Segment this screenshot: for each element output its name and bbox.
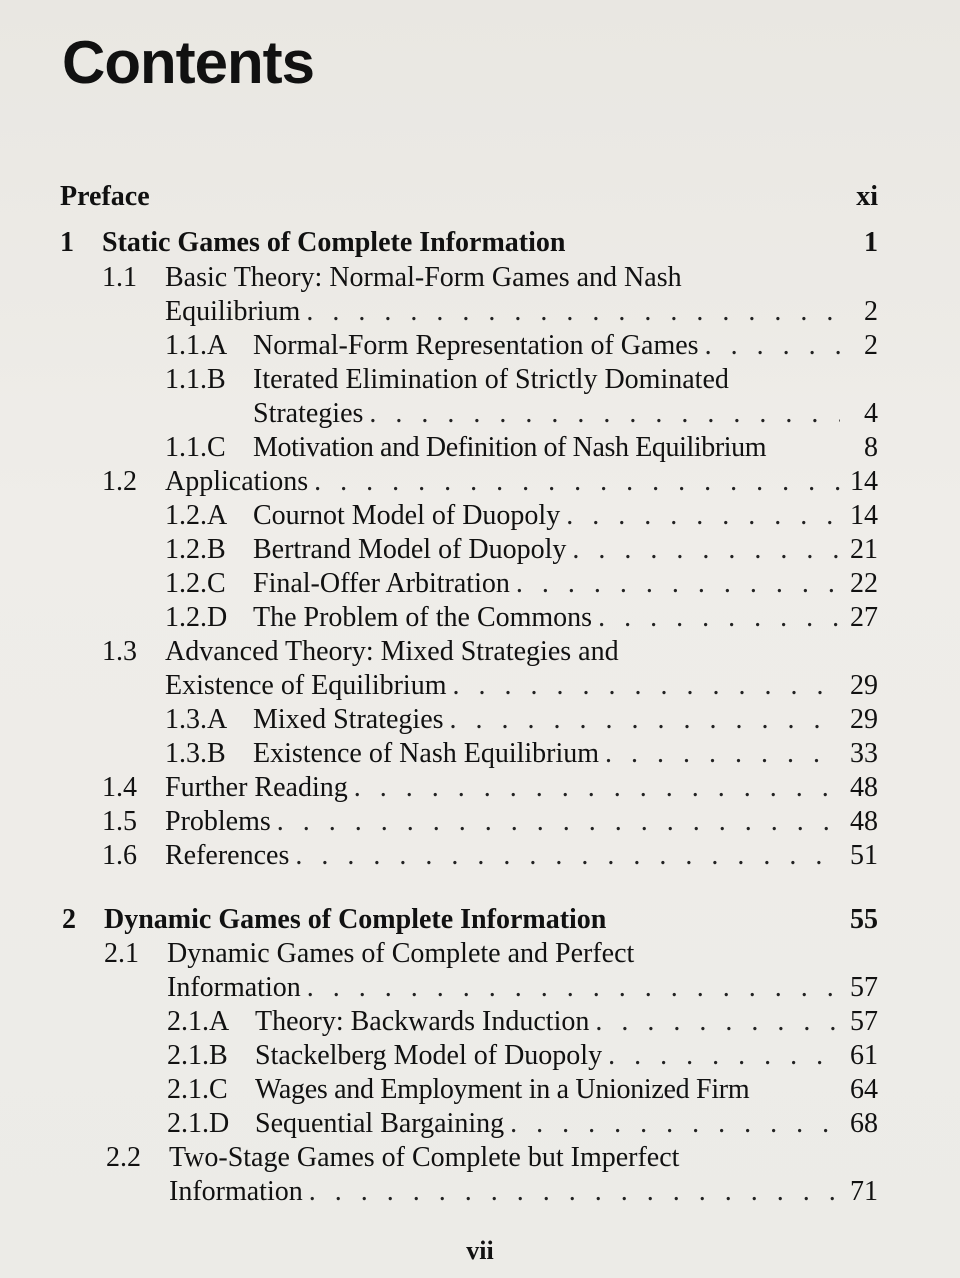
toc-2-1-a bbox=[167, 1005, 878, 1039]
toc-2-1-a-title: Theory: Backwards Induction bbox=[255, 1006, 590, 1037]
toc-leader-dots bbox=[453, 669, 841, 703]
toc-leader-dots bbox=[354, 771, 840, 805]
toc-chapter-2-number: 2 bbox=[62, 904, 76, 935]
toc-1-1-c-title: Motivation and Definition of Nash Equilibrium bbox=[253, 432, 767, 463]
toc-leader-dots bbox=[510, 1107, 840, 1141]
toc-leader-dots bbox=[705, 329, 840, 363]
toc-2-2-title-line2: Information bbox=[169, 1176, 303, 1207]
toc-leader-dots bbox=[309, 1175, 840, 1209]
toc-1-2-d-page: 27 bbox=[850, 602, 878, 633]
page-title: Contents bbox=[62, 29, 314, 96]
toc-1-1-a-number: 1.1.A bbox=[165, 330, 228, 361]
toc-2-2-number: 2.2 bbox=[106, 1142, 141, 1173]
toc-1-2-c bbox=[165, 567, 878, 601]
toc-1-2-c-number: 1.2.C bbox=[165, 568, 226, 599]
toc-2-2-page: 71 bbox=[850, 1176, 878, 1207]
toc-1-1-c bbox=[165, 431, 878, 465]
toc-2-2 bbox=[169, 1175, 878, 1209]
toc-1-2 bbox=[102, 465, 878, 499]
toc-1-1-b-title-line2: Strategies bbox=[253, 398, 364, 429]
toc-1-2-title: Applications bbox=[165, 466, 309, 497]
toc-preface-page: xi bbox=[856, 181, 878, 212]
toc-preface-label: Preface bbox=[60, 181, 150, 212]
toc-2-1-page: 57 bbox=[850, 972, 878, 1003]
toc-2-1-c-title: Wages and Employment in a Unionized Firm bbox=[255, 1074, 750, 1105]
toc-2-1-title-line1: Dynamic Games of Complete and Perfect bbox=[167, 938, 635, 969]
toc-2-1-c-page: 64 bbox=[850, 1074, 878, 1105]
toc-2-1-c bbox=[167, 1073, 878, 1107]
toc-1-2-b-page: 21 bbox=[850, 534, 878, 565]
toc-chapter-1 bbox=[60, 226, 878, 260]
toc-1-5-title: Problems bbox=[165, 806, 271, 837]
toc-leader-dots bbox=[605, 737, 840, 771]
toc-1-3-a bbox=[165, 703, 878, 737]
toc-1-3-b-page: 33 bbox=[850, 738, 878, 769]
toc-1-1-a-title: Normal-Form Representation of Games bbox=[253, 330, 699, 361]
toc-1-4-page: 48 bbox=[850, 772, 878, 803]
toc-1-1-c-number: 1.1.C bbox=[165, 432, 226, 463]
toc-preface bbox=[60, 180, 878, 214]
toc-2-1 bbox=[167, 971, 878, 1005]
toc-1-1-a bbox=[165, 329, 878, 363]
toc-1-1-b-title-line1: Iterated Elimination of Strictly Dominated bbox=[253, 364, 729, 395]
toc-1-2-b-number: 1.2.B bbox=[165, 534, 226, 565]
toc-1-2-c-page: 22 bbox=[850, 568, 878, 599]
toc-leader-dots bbox=[608, 1039, 840, 1073]
toc-1-5 bbox=[102, 805, 878, 839]
toc-2-1-b-number: 2.1.B bbox=[167, 1040, 228, 1071]
toc-leader-dots bbox=[314, 465, 840, 499]
toc-1-1-b-number: 1.1.B bbox=[165, 364, 226, 395]
toc-leader-dots bbox=[369, 397, 840, 431]
toc-1-2-number: 1.2 bbox=[102, 466, 137, 497]
toc-chapter-1-title: Static Games of Complete Information bbox=[102, 227, 566, 258]
toc-1-2-a-title: Cournot Model of Duopoly bbox=[253, 500, 561, 531]
toc-1-1-b bbox=[253, 397, 878, 431]
toc-chapter-2-title: Dynamic Games of Complete Information bbox=[104, 904, 607, 935]
toc-1-6-page: 51 bbox=[850, 840, 878, 871]
toc-2-1-d-title: Sequential Bargaining bbox=[255, 1108, 505, 1139]
toc-1-2-c-title: Final-Offer Arbitration bbox=[253, 568, 510, 599]
toc-1-3-b bbox=[165, 737, 878, 771]
toc-chapter-2-page: 55 bbox=[850, 904, 878, 935]
toc-1-1-number: 1.1 bbox=[102, 262, 137, 293]
toc-1-2-d bbox=[165, 601, 878, 635]
toc-1-1-b-line1 bbox=[165, 363, 729, 397]
toc-leader-dots bbox=[307, 971, 840, 1005]
toc-leader-dots bbox=[306, 295, 840, 329]
toc-2-2-line1 bbox=[106, 1141, 679, 1175]
toc-2-1-a-number: 2.1.A bbox=[167, 1006, 230, 1037]
toc-2-1-line1 bbox=[104, 937, 634, 971]
toc-1-2-a-page: 14 bbox=[850, 500, 878, 531]
toc-1-3-title-line2: Existence of Equilibrium bbox=[165, 670, 447, 701]
toc-1-4 bbox=[102, 771, 878, 805]
toc-1-1-title-line2: Equilibrium bbox=[165, 296, 301, 327]
toc-1-2-b bbox=[165, 533, 878, 567]
toc-1-3-b-number: 1.3.B bbox=[165, 738, 226, 769]
toc-2-2-title-line1: Two-Stage Games of Complete but Imperfect bbox=[169, 1142, 680, 1173]
toc-1-4-title: Further Reading bbox=[165, 772, 348, 803]
toc-1-6-number: 1.6 bbox=[102, 840, 137, 871]
toc-1-3-number: 1.3 bbox=[102, 636, 137, 667]
toc-2-1-title-line2: Information bbox=[167, 972, 301, 1003]
toc-1-2-d-title: The Problem of the Commons bbox=[253, 602, 593, 633]
toc-1-1-a-page: 2 bbox=[864, 330, 878, 361]
toc-leader-dots bbox=[295, 839, 840, 873]
toc-leader-dots bbox=[566, 499, 840, 533]
toc-2-1-d bbox=[167, 1107, 878, 1141]
toc-2-1-c-number: 2.1.C bbox=[167, 1074, 228, 1105]
toc-1-2-b-title: Bertrand Model of Duopoly bbox=[253, 534, 567, 565]
toc-1-3-b-title: Existence of Nash Equilibrium bbox=[253, 738, 600, 769]
toc-1-2-a bbox=[165, 499, 878, 533]
toc-1-1-b-page: 4 bbox=[864, 398, 878, 429]
toc-chapter-2 bbox=[62, 903, 878, 937]
toc-1-1-line1 bbox=[102, 261, 682, 295]
toc-1-3-a-number: 1.3.A bbox=[165, 704, 228, 735]
toc-1-6 bbox=[102, 839, 878, 873]
toc-2-1-b bbox=[167, 1039, 878, 1073]
page-number-footer: vii bbox=[466, 1236, 494, 1265]
toc-1-6-title: References bbox=[165, 840, 290, 871]
toc-1-2-page: 14 bbox=[850, 466, 878, 497]
toc-2-1-d-page: 68 bbox=[850, 1108, 878, 1139]
toc-1-1 bbox=[165, 295, 878, 329]
toc-1-3 bbox=[165, 669, 878, 703]
toc-leader-dots bbox=[595, 1005, 840, 1039]
toc-1-3-a-page: 29 bbox=[850, 704, 878, 735]
toc-1-3-page: 29 bbox=[850, 670, 878, 701]
toc-leader-dots bbox=[598, 601, 840, 635]
toc-2-1-d-number: 2.1.D bbox=[167, 1108, 230, 1139]
toc-1-3-a-title: Mixed Strategies bbox=[253, 704, 444, 735]
toc-1-5-page: 48 bbox=[850, 806, 878, 837]
toc-chapter-1-page: 1 bbox=[864, 227, 878, 258]
toc-leader-dots bbox=[516, 567, 840, 601]
toc-1-1-page: 2 bbox=[864, 296, 878, 327]
toc-1-3-title-line1: Advanced Theory: Mixed Strategies and bbox=[165, 636, 619, 667]
toc-1-1-c-page: 8 bbox=[864, 432, 878, 463]
toc-1-3-line1 bbox=[102, 635, 619, 669]
toc-2-1-b-page: 61 bbox=[850, 1040, 878, 1071]
toc-2-1-a-page: 57 bbox=[850, 1006, 878, 1037]
toc-1-1-title-line1: Basic Theory: Normal-Form Games and Nash bbox=[165, 262, 682, 293]
toc-1-2-d-number: 1.2.D bbox=[165, 602, 228, 633]
toc-chapter-1-number: 1 bbox=[60, 227, 74, 258]
toc-leader-dots bbox=[572, 533, 840, 567]
toc-2-1-number: 2.1 bbox=[104, 938, 139, 969]
toc-leader-dots bbox=[450, 703, 840, 737]
toc-1-5-number: 1.5 bbox=[102, 806, 137, 837]
toc-2-1-b-title: Stackelberg Model of Duopoly bbox=[255, 1040, 603, 1071]
toc-1-2-a-number: 1.2.A bbox=[165, 500, 228, 531]
toc-leader-dots bbox=[277, 805, 840, 839]
toc-1-4-number: 1.4 bbox=[102, 772, 137, 803]
